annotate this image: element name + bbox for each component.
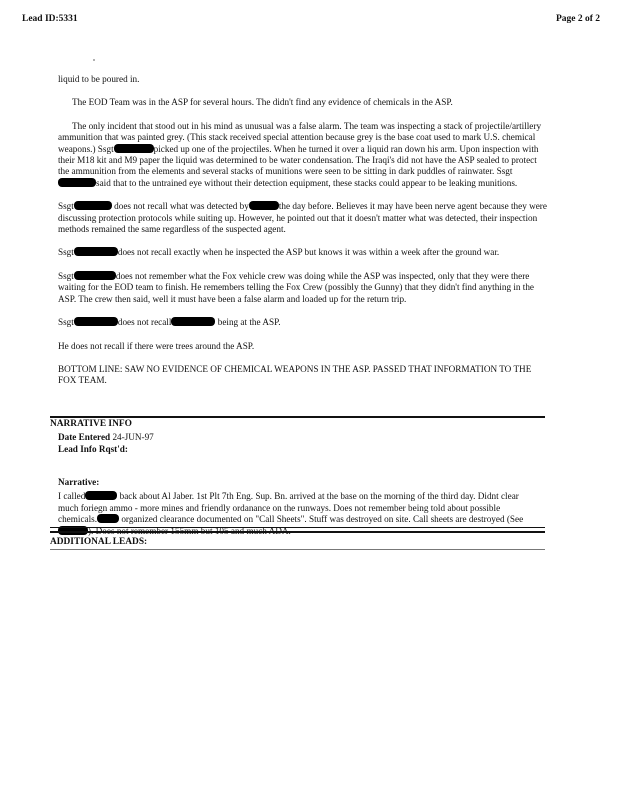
narrative-info-title: NARRATIVE INFO	[50, 419, 132, 429]
redaction-mark	[97, 514, 119, 523]
p4-text-a: Ssgt	[58, 201, 74, 212]
bottom-line-text: BOTTOM LINE: SAW NO EVIDENCE OF CHEMICAL WEAPONS IN THE ASP. PASSED THAT INFORMATION TO THE FOX TEAM.	[58, 363, 532, 386]
p6-text-b: does not remember what the Fox vehicle crew was doing while the ASP was inspected, only that they were there waiting for the EOD team to finish. He remembers telling the Fox Crew (possibly the Gunny) that they didn't find anything in the ASP. The crew then said, well it must have been a false alarm and loaded up for the return trip.	[58, 270, 535, 304]
p3-text-a: The only incident that stood out in his mind as unusual was a false alarm. The team was inspecting a stack of projectile/artillery ammunition that was painted grey. (This stack received special attention because grey is the base coat used to mark U.S. chemical weapons.) Ssgt	[58, 120, 542, 154]
paragraph-3	[58, 121, 548, 189]
paragraph-7	[58, 317, 548, 328]
scan-speck	[93, 59, 95, 61]
narrative-label: Narrative:	[58, 477, 100, 487]
redaction-mark	[85, 491, 117, 500]
divider-top	[50, 416, 545, 418]
date-entered-value: 24-JUN-97	[112, 432, 154, 442]
p5-text-b: does not recall exactly when he inspected the ASP but knows it was within a week after the ground war.	[117, 247, 500, 258]
bottom-line	[58, 364, 548, 387]
p4-text-c: the day before. Believes it may have been nerve agent because they were discussing protection protocols while suiting up. However, he pointed out that it doesn't matter what was detected, their inspection methods remained the same regardless of the suspected agent.	[58, 201, 547, 235]
p2-text: The EOD Team was in the ASP for several hours. The didn't find any evidence of chemicals in the ASP.	[72, 97, 453, 108]
p6-text-a: Ssgt	[58, 270, 74, 281]
divider-bottom	[50, 549, 545, 550]
paragraph-8	[58, 341, 548, 352]
divider-double-1	[50, 527, 545, 528]
paragraph-1	[58, 74, 548, 85]
paragraph-2	[58, 97, 548, 108]
paragraph-6	[58, 271, 548, 305]
narrative-text-b: back about Al Jaber. 1st Plt 7th Eng. Sup. Bn. arrived at the base on the morning of the third day. Didnt clear much foriegn ammo - more mines and friendly ordanance on the runways. Does not remember being told about possible chemicals.	[58, 491, 519, 525]
p3-text-b: picked up one of the projectiles. When he turned it over a liquid ran down his arm. Upon inspection with their M18 kit and M9 paper the liquid was determined to be water condensation. The Iraqi's did not have the ASP sealed to protect the ammunition from the elements and several stacks of munitions were seen to be sitting in dark puddles of rainwater. Ssgt	[58, 143, 539, 177]
p1-text: liquid to be poured in.	[58, 74, 140, 84]
p5-text-a: Ssgt	[58, 247, 74, 258]
narrative-section	[58, 477, 538, 537]
redaction-mark	[74, 271, 116, 280]
divider-double-2	[50, 531, 545, 533]
p7-text-a: Ssgt	[58, 317, 74, 328]
p4-text-b: does not recall what was detected by	[111, 201, 249, 212]
redaction-mark	[171, 317, 215, 326]
page-number: Page 2 of 2	[555, 14, 600, 24]
additional-leads-title: ADDITIONAL LEADS:	[50, 537, 148, 547]
p7-text-b: does not recall	[117, 317, 172, 328]
lead-info-row	[58, 444, 128, 455]
redaction-mark	[74, 247, 118, 256]
narrative-text-a: I called	[58, 491, 86, 502]
lead-id: Lead ID:5331	[22, 14, 78, 24]
redaction-mark	[114, 144, 154, 153]
paragraph-5	[58, 247, 548, 258]
redaction-mark	[74, 201, 112, 210]
paragraph-4	[58, 201, 548, 235]
p7-text-c: being at the ASP.	[215, 317, 281, 328]
date-entered-label: Date Entered	[58, 432, 111, 442]
lead-info-label: Lead Info Rqst'd:	[58, 444, 128, 454]
redaction-mark	[249, 201, 279, 210]
p3-text-c: said that to the untrained eye without their detection equipment, these stacks could appear to be leaking munitions.	[96, 177, 518, 188]
p8-text: He does not recall if there were trees around the ASP.	[58, 340, 255, 351]
redaction-mark	[58, 178, 96, 187]
date-entered-row	[58, 432, 154, 443]
redaction-mark	[74, 317, 118, 326]
interview-body	[58, 74, 548, 399]
narrative-text-c: organized clearance documented on "Call Sheets". Stuff was destroyed on site. Call sheets are destroyed (See	[119, 514, 524, 525]
